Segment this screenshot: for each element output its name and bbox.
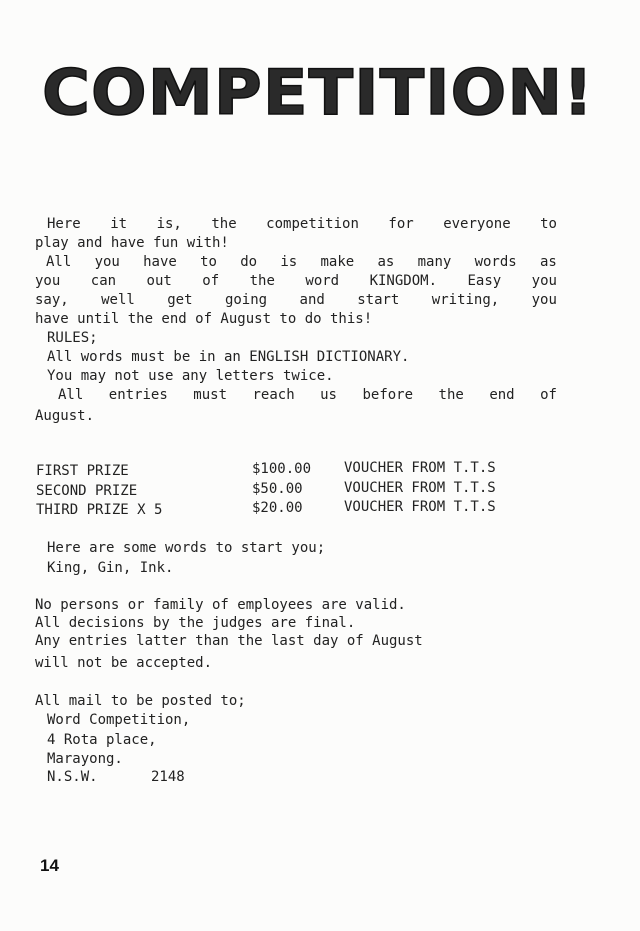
condition-3: Any entries latter than the last day of August bbox=[35, 633, 423, 649]
condition-2: All decisions by the judges are final. bbox=[35, 615, 356, 631]
prize-desc: VOUCHER FROM T.T.S bbox=[344, 480, 496, 496]
headline bbox=[40, 52, 600, 132]
intro-line-5: say, well get going and start writing, you bbox=[35, 292, 557, 308]
intro-line-4: you can out of the word KINGDOM. Easy you bbox=[35, 273, 557, 289]
rule-1: All words must be in an ENGLISH DICTIONARY. bbox=[47, 349, 410, 365]
prize-amount: $100.00 bbox=[252, 461, 312, 477]
intro-line-1: Here it is, the competition for everyone to bbox=[47, 216, 557, 232]
page-number: 14 bbox=[40, 856, 59, 875]
prize-place: THIRD PRIZE X 5 bbox=[36, 502, 163, 518]
intro-line-3: All you have to do is make as many words as bbox=[46, 254, 557, 270]
rules-heading: RULES; bbox=[47, 330, 98, 346]
address-intro: All mail to be posted to; bbox=[35, 693, 246, 709]
starter-line-2: King, Gin, Ink. bbox=[47, 560, 174, 576]
starter-line-1: Here are some words to start you; bbox=[47, 540, 326, 556]
condition-4: will not be accepted. bbox=[35, 655, 213, 671]
address-postcode: 2148 bbox=[151, 769, 185, 785]
rule-3-cont: August. bbox=[35, 408, 95, 424]
prize-desc: VOUCHER FROM T.T.S bbox=[344, 460, 496, 476]
intro-line-2: play and have fun with! bbox=[35, 235, 229, 251]
prize-place: SECOND PRIZE bbox=[36, 483, 138, 499]
condition-1: No persons or family of employees are valid. bbox=[35, 597, 406, 613]
rule-2: You may not use any letters twice. bbox=[47, 368, 334, 384]
intro-line-6: have until the end of August to do this! bbox=[35, 311, 373, 327]
headline-text: COMPETITION! bbox=[42, 56, 594, 129]
prize-amount: $50.00 bbox=[252, 481, 303, 497]
address-suburb: Marayong. bbox=[47, 751, 123, 767]
address-name: Word Competition, bbox=[47, 712, 191, 728]
address-state: N.S.W. bbox=[47, 769, 98, 785]
address-street: 4 Rota place, bbox=[47, 732, 157, 748]
prize-place: FIRST PRIZE bbox=[36, 463, 129, 479]
prize-amount: $20.00 bbox=[252, 500, 303, 516]
rule-3: All entries must reach us before the end of bbox=[58, 387, 557, 403]
prize-desc: VOUCHER FROM T.T.S bbox=[344, 499, 496, 515]
